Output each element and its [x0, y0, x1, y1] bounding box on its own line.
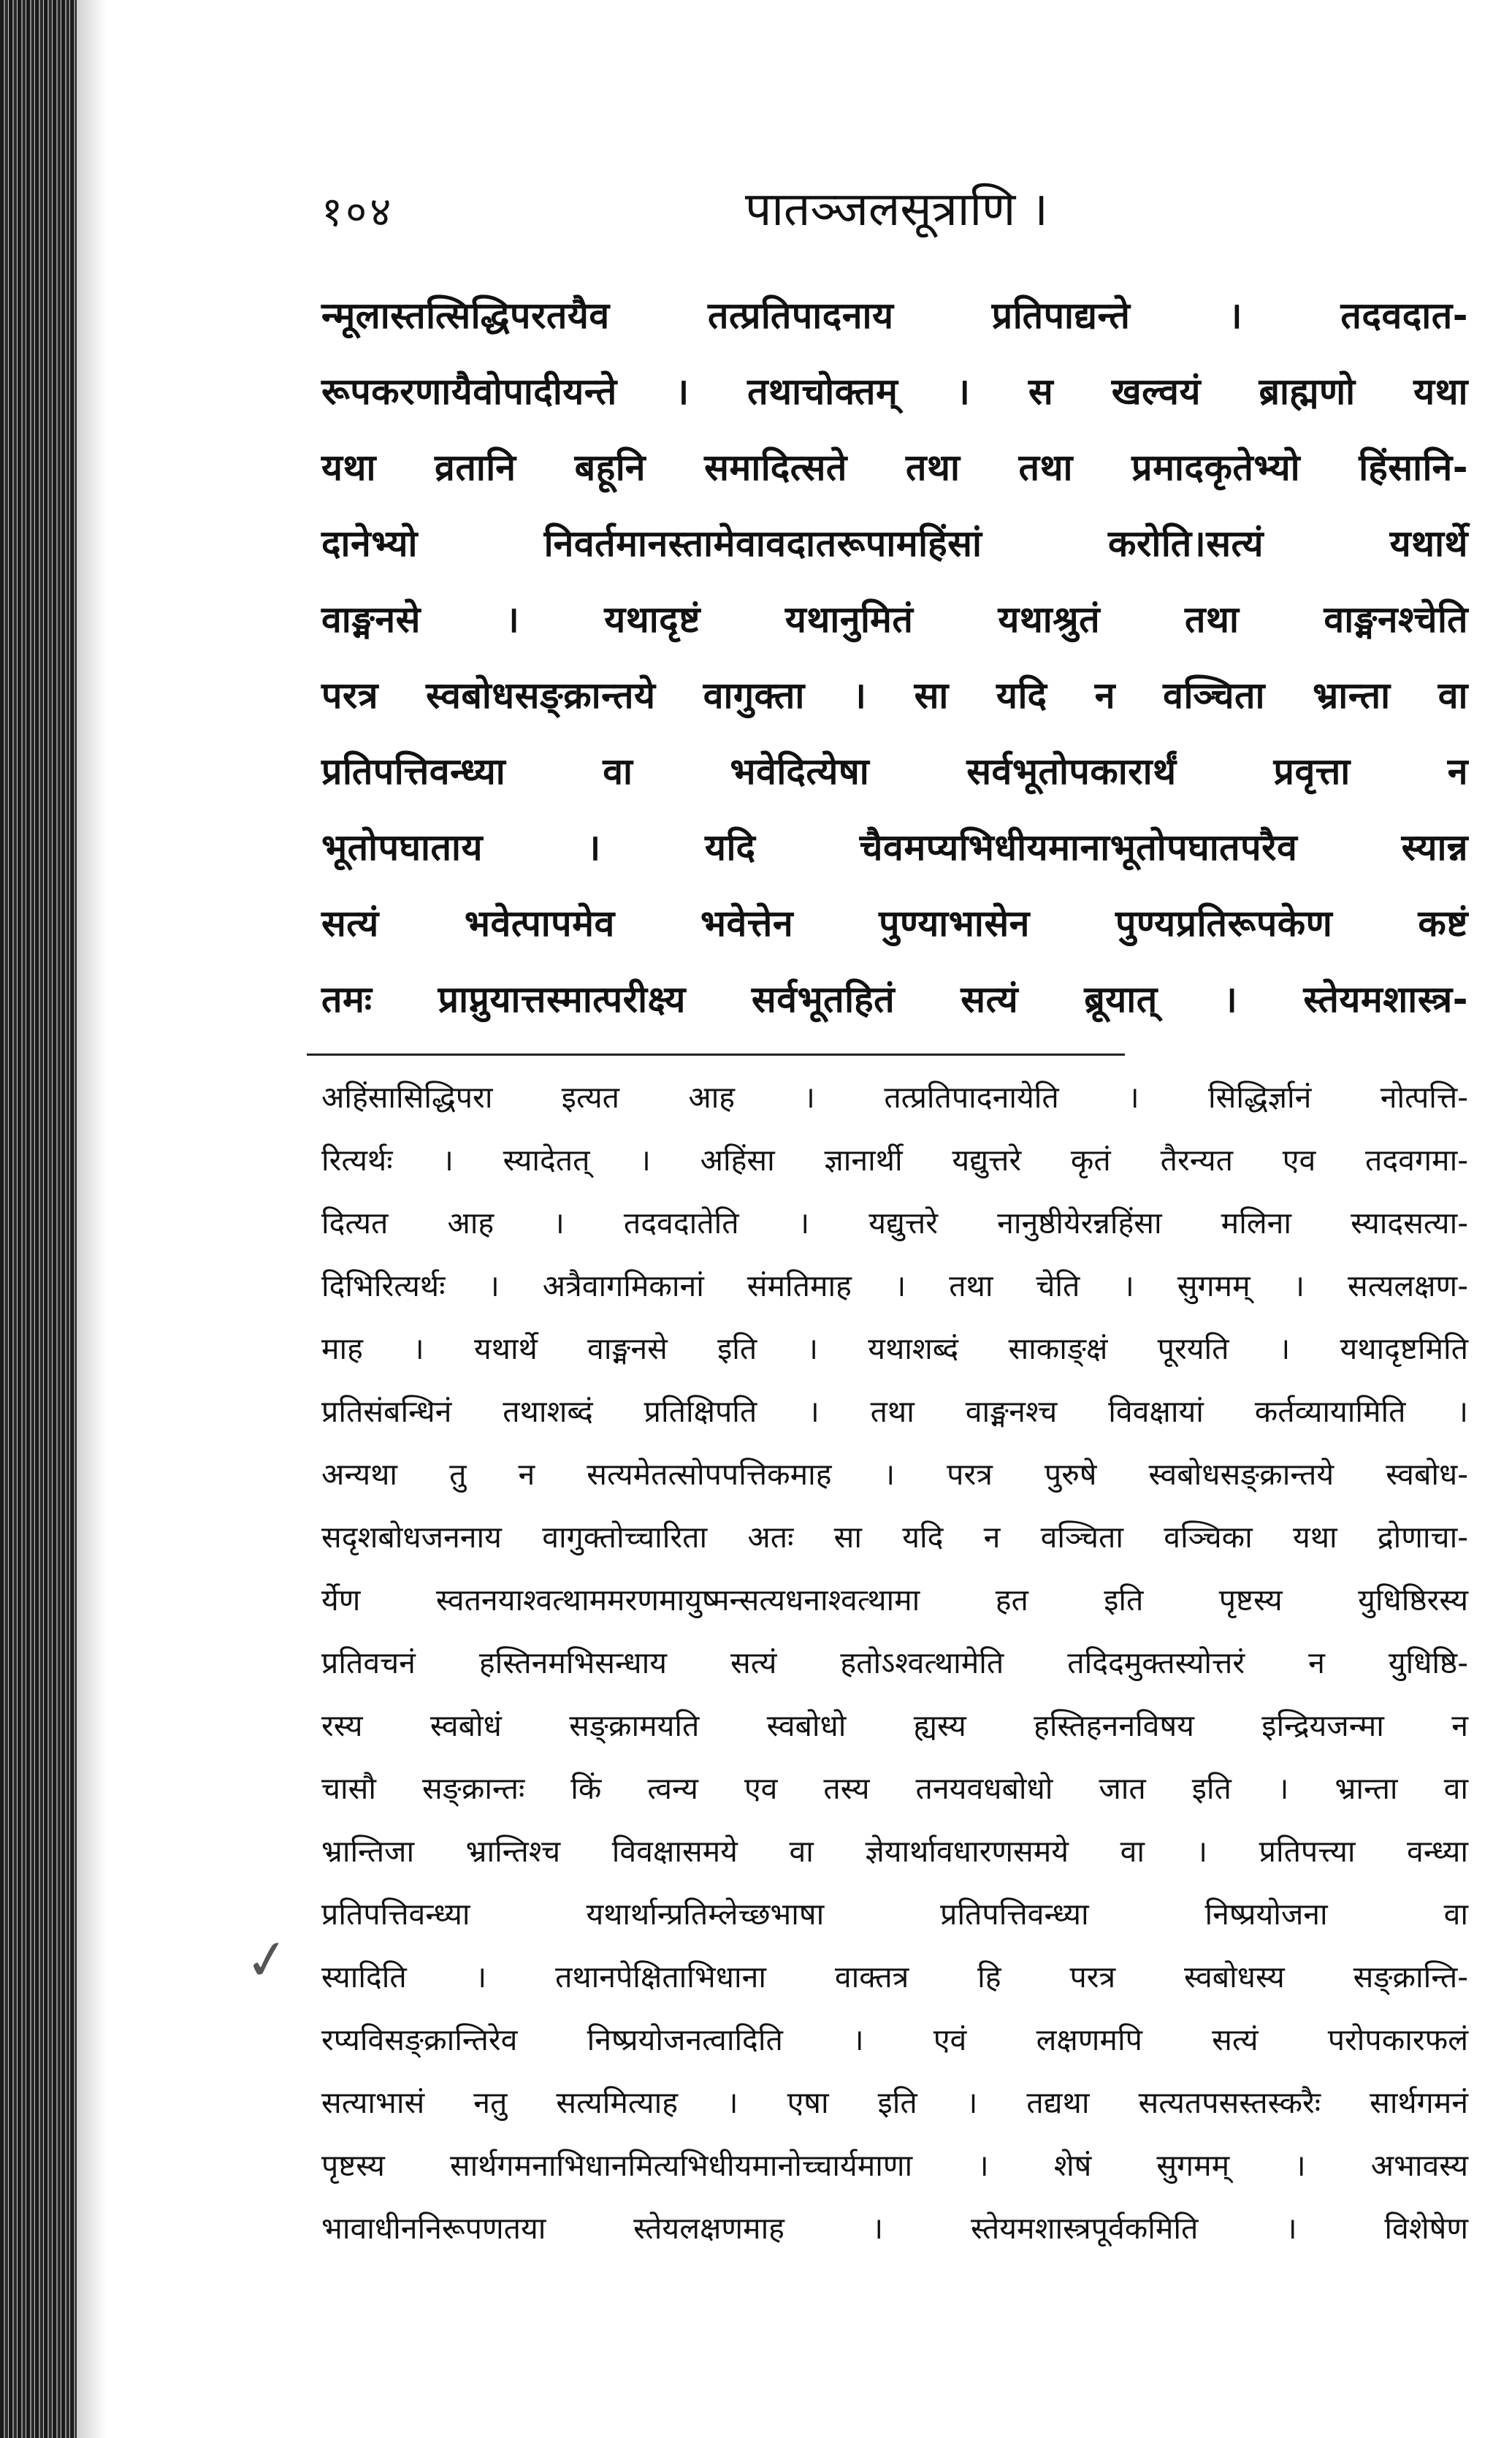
- page-content: [321, 175, 1468, 2260]
- gutter-shadow: [77, 0, 106, 2438]
- page-header: [321, 175, 1468, 263]
- commentary-line: अन्यथा तु न सत्यमेतत्सोपपत्तिकमाह । परत्र पुरुषे स्वबोधसङ्क्रान्तये स्वबोध-: [321, 1457, 1468, 1492]
- commentary-line: स्यादिति । तथानपेक्षिताभिधाना वाक्तत्र हि परत्र स्वबोधस्य सङ्क्रान्ति-: [321, 1959, 1468, 1995]
- commentary-line: प्रतिवचनं हस्तिनमभिसन्धाय सत्यं हतोऽश्वत्थामेति तदिदमुक्तस्योत्तरं न युधिष्ठि-: [321, 1645, 1468, 1680]
- page-number: १०४: [321, 188, 394, 236]
- commentary-line: भावाधीननिरूपणतया स्तेयलक्षणमाह । स्तेयमशास्त्रपूर्वकमिति । विशेषेण: [321, 2211, 1468, 2246]
- commentary-line: रस्य स्वबोधं सङ्क्रामयति स्वबोधो ह्यस्य हस्तिहननविषय इन्द्रियजन्मा न: [321, 1708, 1468, 1743]
- commentary-line: रित्यर्थः । स्यादेतत् । अहिंसा ज्ञानार्थी यद्युत्तरे कृतं तैरन्यत एव तदवगमा-: [321, 1143, 1468, 1178]
- main-text-line: भूतोपघाताय । यदि चैवमप्यभिधीयमानाभूतोपघातपरैव स्यान्न: [321, 826, 1468, 869]
- commentary-line: पृष्टस्य सार्थगमनाभिधानमित्यभिधीयमानोच्चार्यमाणा । शेषं सुगमम् । अभावस्य: [321, 2148, 1468, 2183]
- main-text-block: [321, 278, 1468, 1037]
- commentary-line: दिभिरित्यर्थः । अत्रैवागमिकानां संमतिमाह । तथा चेति । सुगमम् । सत्यलक्षण-: [321, 1268, 1468, 1303]
- commentary-block: [321, 1066, 1468, 2260]
- main-text-line: न्मूलास्तत्सिद्धिपरतयैव तत्प्रतिपादनाय प्रतिपाद्यन्ते । तदवदात-: [321, 294, 1468, 337]
- main-text-line: दानेभ्यो निवर्तमानस्तामेवावदातरूपामहिंसां करोति।सत्यं यथार्थे: [321, 522, 1468, 565]
- running-title: पातञ्जलसूत्राणि ।: [745, 183, 1048, 237]
- commentary-line: र्येण स्वतनयाश्वत्थाममरणमायुष्मन्सत्यधनाश्वत्थामा हत इति पृष्टस्य युधिष्ठिरस्य: [321, 1582, 1468, 1618]
- commentary-line: प्रतिसंबन्धिनं तथाशब्दं प्रतिक्षिपति । तथा वाङ्मनश्च विवक्षायां कर्तव्यायामिति ।: [321, 1394, 1468, 1429]
- marginal-checkmark: ✓: [240, 1926, 294, 1995]
- commentary-line: चासौ सङ्क्रान्तः किं त्वन्य एव तस्य तनयवधबोधो जात इति । भ्रान्ता वा: [321, 1771, 1468, 1806]
- main-text-line: परत्र स्वबोधसङ्क्रान्तये वागुक्ता । सा यदि न वञ्चिता भ्रान्ता वा: [321, 674, 1468, 717]
- main-text-line: तमः प्राप्नुयात्तस्मात्परीक्ष्य सर्वभूतहितं सत्यं ब्रूयात् । स्तेयमशास्त्र-: [321, 978, 1468, 1021]
- main-text-line: रूपकरणायैवोपादीयन्ते । तथाचोक्तम् । स खल्वयं ब्राह्मणो यथा: [321, 370, 1468, 413]
- main-text-line: यथा व्रतानि बहूनि समादित्सते तथा तथा प्रमादकृतेभ्यो हिंसानि-: [321, 446, 1468, 489]
- commentary-line: दित्यत आह । तदवदातेति । यद्युत्तरे नानुष्ठीयेरन्नहिंसा मलिना स्यादसत्या-: [321, 1205, 1468, 1241]
- commentary-line: अहिंसासिद्धिपरा इत्यत आह । तत्प्रतिपादनायेति । सिद्धिर्ज्ञानं नोत्पत्ति-: [321, 1080, 1468, 1115]
- commentary-line: सदृशबोधजननाय वागुक्तोच्चारिता अतः सा यदि न वञ्चिता वञ्चिका यथा द्रोणाचा-: [321, 1520, 1468, 1555]
- commentary-line: प्रतिपत्तिवन्ध्या यथार्थान्प्रतिम्लेच्छभाषा प्रतिपत्तिवन्ध्या निष्प्रयोजना वा: [321, 1897, 1468, 1932]
- commentary-line: भ्रान्तिजा भ्रान्तिश्च विवक्षासमये वा ज्ञेयार्थावधारणसमये वा । प्रतिपत्त्या वन्ध्या: [321, 1834, 1468, 1869]
- book-spine-shadow: [0, 0, 77, 2438]
- main-text-line: प्रतिपत्तिवन्ध्या वा भवेदित्येषा सर्वभूतोपकारार्थं प्रवृत्ता न: [321, 750, 1468, 793]
- main-text-line: सत्यं भवेत्पापमेव भवेत्तेन पुण्याभासेन पुण्यप्रतिरूपकेण कष्टं: [321, 902, 1468, 945]
- main-text-line: वाङ्मनसे । यथादृष्टं यथानुमितं यथाश्रुतं तथा वाङ्मनश्चेति: [321, 598, 1468, 641]
- commentary-line: सत्याभासं नतु सत्यमित्याह । एषा इति । तद्यथा सत्यतपसस्तस्करैः सार्थगमनं: [321, 2085, 1468, 2120]
- commentary-line: माह । यथार्थे वाङ्मनसे इति । यथाशब्दं साकाङ्क्षं पूरयति । यथादृष्टमिति: [321, 1331, 1468, 1366]
- commentary-line: रप्यविसङ्क्रान्तिरेव निष्प्रयोजनत्वादिति । एवं लक्षणमपि सत्यं परोपकारफलं: [321, 2022, 1468, 2057]
- section-divider: [307, 1054, 1125, 1056]
